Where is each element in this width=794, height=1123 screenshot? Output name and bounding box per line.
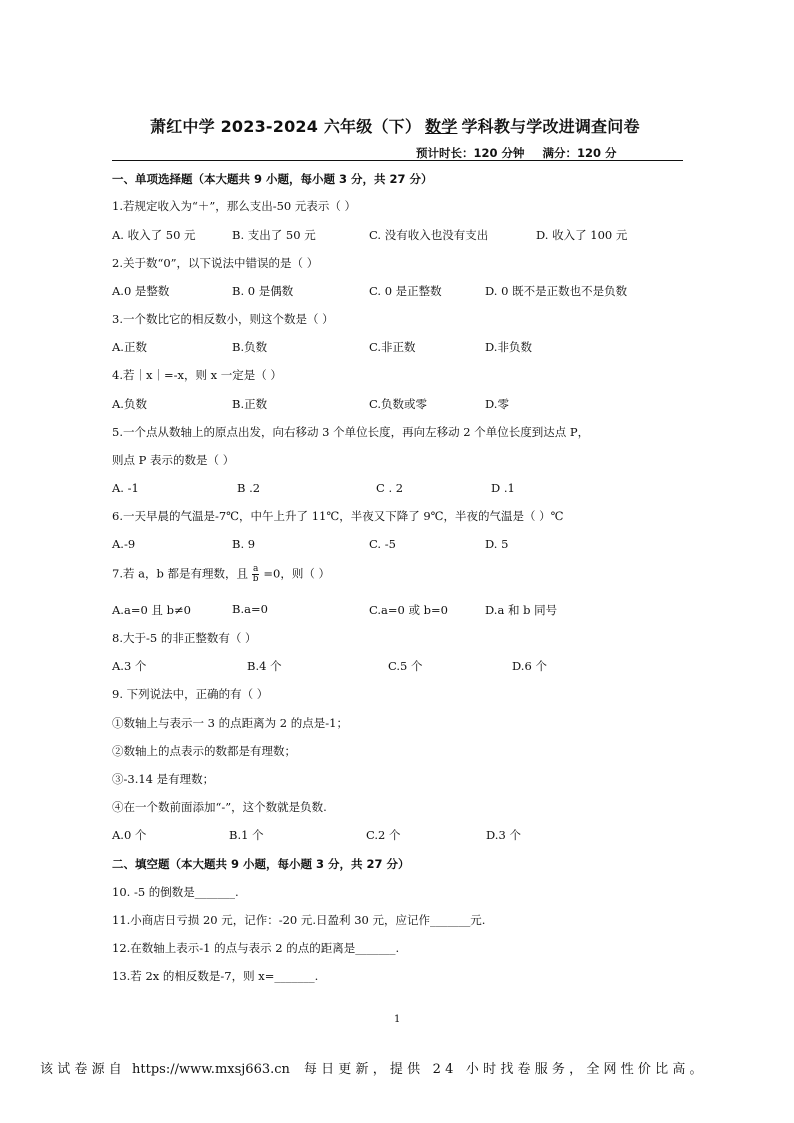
footer-right-text: 每日更新，提供 24 小时找卷服务，全网性价比高。 (303, 1062, 707, 1077)
question-8: 8.大于-5 的非正整数有（ ） (112, 631, 257, 645)
page-title: 萧红中学 2023-2024 六年级（下） 数学 学科教与学改进调查问卷 (150, 117, 640, 136)
header-rule (112, 160, 683, 161)
question-4: 4.若｜x｜=-x，则 x 一定是（ ） (112, 368, 282, 382)
q2-option-a: A.0 是整数 (112, 284, 170, 298)
q4-option-a: A.负数 (112, 397, 147, 411)
question-6: 6.一天早晨的气温是-7℃，中午上升了 11℃，半夜又下降了 9℃，半夜的气温是（ ）℃ (112, 509, 564, 523)
q4-option-b: B.正数 (232, 397, 268, 411)
q3-option-c: C.非正数 (369, 340, 416, 354)
question-13: 13.若 2x 的相反数是-7，则 x=_______. (112, 969, 319, 983)
question-9: 9. 下列说法中，正确的有（ ） (112, 687, 269, 701)
q2-option-d: D. 0 既不是正数也不是负数 (485, 284, 628, 298)
q7-option-c: C.a=0 或 b=0 (369, 603, 448, 617)
q6-option-c: C. -5 (369, 537, 396, 551)
question-7: 7.若 a，b 都是有理数，且 $\frac{a}{b}$ =0，则（ ） (112, 564, 330, 584)
q4-option-c: C.负数或零 (369, 397, 428, 411)
q5-option-b: B .2 (237, 481, 261, 495)
question-5: 5.一个点从数轴上的原点出发，向右移动 3 个单位长度，再向左移动 2 个单位长度到达点 P， (112, 425, 590, 439)
q1-option-d: D. 收入了 100 元 (536, 228, 628, 242)
q6-option-b: B. 9 (232, 537, 256, 551)
full-score-label: 满分：120 分 (542, 146, 617, 160)
q9-statement-3: ③-3.14 是有理数； (112, 772, 215, 786)
question-1: 1.若规定收入为“＋”，那么支出-50 元表示（ ） (112, 199, 357, 213)
q9-statement-4: ④在一个数前面添加“-”，这个数就是负数. (112, 800, 327, 814)
q3-option-a: A.正数 (112, 340, 147, 354)
q5-option-a: A. -1 (112, 481, 139, 495)
exam-meta (416, 145, 635, 161)
q5-option-d: D .1 (491, 481, 515, 495)
question-11: 11.小商店日亏损 20 元，记作：-20 元.日盈利 30 元，应记作_______元. (112, 913, 486, 927)
subject-name: 数学 (425, 117, 458, 136)
q4-option-d: D.零 (485, 397, 509, 411)
q9-option-d: D.3 个 (486, 828, 521, 842)
q3-option-d: D.非负数 (485, 340, 532, 354)
q6-option-d: D. 5 (485, 537, 509, 551)
q1-option-c: C. 没有收入也没有支出 (369, 228, 489, 242)
q9-option-b: B.1 个 (229, 828, 264, 842)
q8-option-b: B.4 个 (247, 659, 282, 673)
question-12: 12.在数轴上表示-1 的点与表示 2 的点的距离是_______. (112, 941, 400, 955)
q1-option-a: A. 收入了 50 元 (112, 228, 196, 242)
q7-option-d: D.a 和 b 同号 (485, 603, 558, 617)
q7-option-a: A.a=0 且 b≠0 (112, 603, 191, 617)
footer-banner (40, 1058, 707, 1077)
section1-heading: 一、单项选择题（本大题共 9 小题，每小题 3 分，共 27 分） (112, 172, 433, 186)
question-3: 3.一个数比它的相反数小，则这个数是（ ） (112, 312, 334, 326)
q9-option-a: A.0 个 (112, 828, 147, 842)
q2-option-c: C. 0 是正整数 (369, 284, 442, 298)
fraction-a-over-b: $\frac{a}{b}$ (252, 564, 259, 584)
q9-statement-2: ②数轴上的点表示的数都是有理数； (112, 744, 296, 758)
q8-option-c: C.5 个 (388, 659, 423, 673)
page-number: 1 (394, 1014, 401, 1025)
q5-option-c: C . 2 (376, 481, 404, 495)
question-2: 2.关于数“0”，以下说法中错误的是（ ） (112, 256, 319, 270)
footer-url-link[interactable]: https://www.mxsj663.cn (132, 1062, 290, 1077)
q2-option-b: B. 0 是偶数 (232, 284, 294, 298)
q7-option-b: B.a=0 (232, 602, 268, 616)
q3-option-b: B.负数 (232, 340, 268, 354)
q9-option-c: C.2 个 (366, 828, 401, 842)
question-5-line2: 则点 P 表示的数是（ ） (112, 453, 235, 467)
footer-left-text: 该试卷源自 (40, 1062, 127, 1077)
q8-option-d: D.6 个 (512, 659, 547, 673)
section2-heading: 二、填空题（本大题共 9 小题，每小题 3 分，共 27 分） (112, 857, 410, 871)
question-10: 10. -5 的倒数是_______. (112, 885, 239, 899)
q8-option-a: A.3 个 (112, 659, 147, 673)
q1-option-b: B. 支出了 50 元 (232, 228, 316, 242)
q9-statement-1: ①数轴上与表示一 3 的点距离为 2 的点是-1； (112, 716, 348, 730)
duration-label: 预计时长：120 分钟 (416, 146, 525, 160)
q6-option-a: A.-9 (112, 537, 136, 551)
